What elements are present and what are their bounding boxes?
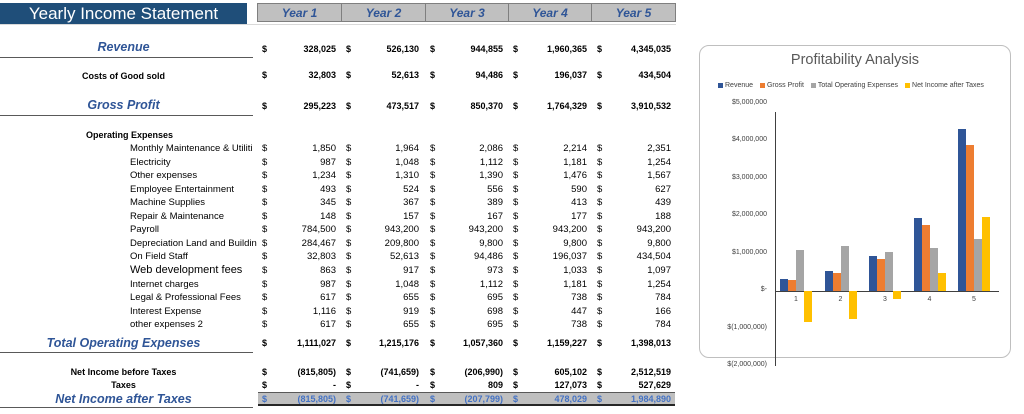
value-cell[interactable]: 973 bbox=[487, 265, 503, 276]
currency-symbol: $ bbox=[262, 197, 268, 208]
value-cell[interactable]: 2,086 bbox=[479, 143, 503, 154]
currency-symbol: $ bbox=[430, 306, 436, 317]
value-cell[interactable]: 784 bbox=[655, 319, 671, 330]
value-cell[interactable]: 1,057,360 bbox=[462, 338, 503, 348]
expense-label: Employee Entertainment bbox=[130, 184, 235, 195]
currency-symbol: $ bbox=[262, 279, 268, 290]
currency-symbol: $ bbox=[513, 184, 519, 195]
currency-symbol: $ bbox=[262, 101, 268, 111]
chart-bar[interactable] bbox=[930, 248, 938, 291]
y-axis-tick: $2,000,000 bbox=[731, 211, 767, 219]
value-cell[interactable]: 1,764,329 bbox=[546, 101, 587, 111]
value-cell[interactable]: 1,850 bbox=[312, 143, 336, 154]
currency-symbol: $ bbox=[346, 367, 352, 377]
y-axis-tick: $4,000,000 bbox=[731, 136, 767, 144]
net-after-tax-underline bbox=[0, 407, 253, 408]
value-cell[interactable]: 2,214 bbox=[563, 143, 587, 154]
chart-legend bbox=[718, 82, 989, 89]
value-cell[interactable]: 32,803 bbox=[306, 251, 336, 262]
currency-symbol: $ bbox=[262, 184, 268, 195]
value-cell[interactable]: 943,200 bbox=[384, 224, 419, 235]
year-header-3: Year 3 bbox=[425, 3, 509, 22]
value-cell[interactable]: 784 bbox=[655, 292, 671, 303]
value-cell[interactable]: 295,223 bbox=[303, 101, 336, 111]
value-cell[interactable]: 94,486 bbox=[473, 251, 503, 262]
currency-symbol: $ bbox=[346, 279, 352, 290]
currency-symbol: $ bbox=[346, 157, 352, 168]
currency-symbol: $ bbox=[262, 367, 268, 377]
chart-bar[interactable] bbox=[914, 218, 922, 291]
value-cell[interactable]: 1,048 bbox=[395, 157, 419, 168]
value-cell[interactable]: 4,345,035 bbox=[630, 44, 671, 54]
currency-symbol: $ bbox=[597, 184, 603, 195]
value-cell[interactable]: 493 bbox=[320, 184, 336, 195]
currency-symbol: $ bbox=[262, 143, 268, 154]
currency-symbol: $ bbox=[597, 394, 603, 404]
value-cell[interactable]: 1,116 bbox=[312, 306, 336, 317]
currency-symbol: $ bbox=[597, 157, 603, 168]
currency-symbol: $ bbox=[513, 70, 519, 80]
value-cell[interactable]: 188 bbox=[655, 211, 671, 222]
value-cell[interactable]: (741,659) bbox=[380, 367, 419, 377]
value-cell[interactable]: 3,910,532 bbox=[630, 101, 671, 111]
currency-symbol: $ bbox=[430, 157, 436, 168]
value-cell[interactable]: 1,254 bbox=[647, 279, 671, 290]
currency-symbol: $ bbox=[597, 70, 603, 80]
currency-symbol: $ bbox=[262, 44, 268, 54]
currency-symbol: $ bbox=[430, 279, 436, 290]
value-cell[interactable]: 9,800 bbox=[479, 238, 503, 249]
value-cell[interactable]: 590 bbox=[571, 184, 587, 195]
currency-symbol: $ bbox=[346, 184, 352, 195]
value-cell[interactable]: 556 bbox=[487, 184, 503, 195]
value-cell[interactable]: 345 bbox=[320, 197, 336, 208]
value-cell[interactable]: 1,111,027 bbox=[296, 338, 336, 348]
y-axis-tick: $(1,000,000) bbox=[727, 323, 767, 331]
currency-symbol: $ bbox=[597, 265, 603, 276]
value-cell[interactable]: 439 bbox=[655, 197, 671, 208]
expense-label: Other expenses bbox=[130, 170, 198, 181]
value-cell[interactable]: 944,855 bbox=[470, 44, 503, 54]
currency-symbol: $ bbox=[430, 292, 436, 303]
value-cell[interactable]: 738 bbox=[571, 292, 587, 303]
currency-symbol: $ bbox=[597, 338, 603, 348]
chart-bar[interactable] bbox=[982, 217, 990, 291]
value-cell[interactable]: 1,159,227 bbox=[546, 338, 587, 348]
value-cell[interactable]: 655 bbox=[403, 319, 419, 330]
currency-symbol: $ bbox=[597, 367, 603, 377]
expense-label: Depreciation Land and Buildin bbox=[130, 238, 257, 249]
currency-symbol: $ bbox=[430, 44, 436, 54]
gross-profit-label: Gross Profit bbox=[87, 98, 160, 112]
currency-symbol: $ bbox=[513, 319, 519, 330]
value-cell[interactable]: 1,112 bbox=[479, 279, 503, 290]
legend-swatch-icon bbox=[760, 83, 765, 88]
currency-symbol: $ bbox=[430, 251, 436, 262]
value-cell[interactable]: 1,984,890 bbox=[630, 394, 671, 404]
currency-symbol: $ bbox=[346, 292, 352, 303]
currency-symbol: $ bbox=[430, 224, 436, 235]
value-cell[interactable]: 1,310 bbox=[395, 170, 419, 181]
currency-symbol: $ bbox=[262, 157, 268, 168]
value-cell[interactable]: 177 bbox=[571, 211, 587, 222]
value-cell[interactable]: 1,567 bbox=[647, 170, 671, 181]
currency-symbol: $ bbox=[597, 292, 603, 303]
net-before-tax-label: Net Income before Taxes bbox=[70, 367, 177, 377]
value-cell[interactable]: 196,037 bbox=[554, 70, 587, 80]
value-cell[interactable]: 527,629 bbox=[638, 380, 671, 390]
currency-symbol: $ bbox=[430, 143, 436, 154]
value-cell[interactable]: 52,613 bbox=[391, 70, 419, 80]
currency-symbol: $ bbox=[262, 211, 268, 222]
currency-symbol: $ bbox=[346, 394, 352, 404]
value-cell[interactable]: 478,029 bbox=[554, 394, 587, 404]
legend-swatch-icon bbox=[718, 83, 723, 88]
value-cell[interactable]: 627 bbox=[655, 184, 671, 195]
value-cell[interactable]: (741,659) bbox=[380, 394, 419, 404]
value-cell[interactable]: 943,200 bbox=[552, 224, 587, 235]
currency-symbol: $ bbox=[513, 143, 519, 154]
value-cell[interactable]: 2,351 bbox=[647, 143, 671, 154]
value-cell[interactable]: 987 bbox=[320, 157, 336, 168]
total-opex-label: Total Operating Expenses bbox=[46, 336, 201, 350]
value-cell[interactable]: 1,234 bbox=[312, 170, 336, 181]
currency-symbol: $ bbox=[513, 170, 519, 181]
expense-label: Electricity bbox=[130, 157, 171, 168]
x-axis-tick: 2 bbox=[838, 296, 843, 304]
currency-symbol: $ bbox=[513, 101, 519, 111]
header-divider bbox=[0, 24, 676, 25]
currency-symbol: $ bbox=[513, 292, 519, 303]
value-cell[interactable]: 328,025 bbox=[303, 44, 336, 54]
value-cell[interactable]: 166 bbox=[655, 306, 671, 317]
currency-symbol: $ bbox=[597, 44, 603, 54]
currency-symbol: $ bbox=[597, 101, 603, 111]
chart-title: Profitability Analysis bbox=[790, 52, 920, 68]
currency-symbol: $ bbox=[262, 170, 268, 181]
currency-symbol: $ bbox=[430, 238, 436, 249]
currency-symbol: $ bbox=[262, 338, 268, 348]
currency-symbol: $ bbox=[262, 251, 268, 262]
currency-symbol: $ bbox=[430, 170, 436, 181]
currency-symbol: $ bbox=[346, 101, 352, 111]
chart-bar[interactable] bbox=[966, 145, 974, 291]
value-cell[interactable]: 617 bbox=[320, 292, 336, 303]
currency-symbol: $ bbox=[346, 338, 352, 348]
chart-bar[interactable] bbox=[833, 273, 841, 291]
value-cell[interactable]: 655 bbox=[403, 292, 419, 303]
currency-symbol: $ bbox=[597, 224, 603, 235]
currency-symbol: $ bbox=[262, 306, 268, 317]
currency-symbol: $ bbox=[597, 380, 603, 390]
currency-symbol: $ bbox=[513, 380, 519, 390]
cogs-label: Costs of Good sold bbox=[82, 71, 165, 81]
currency-symbol: $ bbox=[346, 306, 352, 317]
chart-bar[interactable] bbox=[938, 273, 946, 291]
currency-symbol: $ bbox=[597, 143, 603, 154]
value-cell[interactable]: 917 bbox=[403, 265, 419, 276]
currency-symbol: $ bbox=[513, 338, 519, 348]
value-cell[interactable]: 943,200 bbox=[468, 224, 503, 235]
year-header-2: Year 2 bbox=[341, 3, 426, 22]
value-cell[interactable]: 473,517 bbox=[386, 101, 419, 111]
value-cell[interactable]: (815,805) bbox=[297, 367, 336, 377]
currency-symbol: $ bbox=[262, 319, 268, 330]
taxes-label: Taxes bbox=[111, 380, 136, 390]
currency-symbol: $ bbox=[430, 70, 436, 80]
year-header-1: Year 1 bbox=[257, 3, 342, 22]
value-cell[interactable]: 695 bbox=[487, 292, 503, 303]
value-cell[interactable]: (815,805) bbox=[297, 394, 336, 404]
currency-symbol: $ bbox=[513, 279, 519, 290]
x-axis-tick: 4 bbox=[927, 296, 932, 304]
expense-label: Web development fees bbox=[130, 264, 243, 276]
chart-bar[interactable] bbox=[796, 250, 804, 292]
x-axis-tick: 1 bbox=[794, 296, 798, 304]
currency-symbol: $ bbox=[430, 265, 436, 276]
value-cell[interactable]: 1,476 bbox=[563, 170, 587, 181]
value-cell[interactable]: 209,800 bbox=[384, 238, 419, 249]
value-cell[interactable]: 605,102 bbox=[554, 367, 587, 377]
y-axis-tick: $- bbox=[760, 286, 767, 294]
currency-symbol: $ bbox=[262, 70, 268, 80]
currency-symbol: $ bbox=[597, 279, 603, 290]
expense-label: On Field Staff bbox=[130, 251, 188, 262]
currency-symbol: $ bbox=[513, 306, 519, 317]
currency-symbol: $ bbox=[262, 394, 268, 404]
value-cell[interactable]: 1,181 bbox=[563, 157, 587, 168]
value-cell[interactable]: 447 bbox=[571, 306, 587, 317]
currency-symbol: $ bbox=[430, 319, 436, 330]
chart-bar[interactable] bbox=[780, 279, 788, 291]
currency-symbol: $ bbox=[346, 211, 352, 222]
chart-bar[interactable] bbox=[958, 129, 966, 292]
value-cell[interactable]: 1,215,176 bbox=[378, 338, 419, 348]
currency-symbol: $ bbox=[513, 394, 519, 404]
currency-symbol: $ bbox=[430, 101, 436, 111]
currency-symbol: $ bbox=[597, 197, 603, 208]
currency-symbol: $ bbox=[430, 380, 436, 390]
value-cell[interactable]: 167 bbox=[487, 211, 503, 222]
value-cell[interactable]: 695 bbox=[487, 319, 503, 330]
value-cell[interactable]: 526,130 bbox=[386, 44, 419, 54]
value-cell[interactable]: 1,033 bbox=[563, 265, 587, 276]
currency-symbol: $ bbox=[262, 380, 268, 390]
value-cell[interactable]: 1,964 bbox=[395, 143, 419, 154]
currency-symbol: $ bbox=[346, 70, 352, 80]
value-cell[interactable]: 157 bbox=[403, 211, 419, 222]
value-cell[interactable]: 617 bbox=[320, 319, 336, 330]
value-cell[interactable]: 367 bbox=[403, 197, 419, 208]
expense-label: Payroll bbox=[130, 224, 160, 235]
value-cell[interactable]: 919 bbox=[403, 306, 419, 317]
currency-symbol: $ bbox=[262, 265, 268, 276]
legend-swatch-icon bbox=[811, 83, 816, 88]
chart-bar[interactable] bbox=[869, 256, 877, 291]
chart-y-axis bbox=[775, 112, 776, 366]
currency-symbol: $ bbox=[346, 197, 352, 208]
currency-symbol: $ bbox=[346, 251, 352, 262]
value-cell[interactable]: 1,112 bbox=[479, 157, 503, 168]
y-axis-tick: $(2,000,000) bbox=[727, 361, 767, 368]
value-cell[interactable]: 94,486 bbox=[475, 70, 503, 80]
value-cell[interactable]: 784,500 bbox=[301, 224, 336, 235]
currency-symbol: $ bbox=[597, 170, 603, 181]
value-cell[interactable]: 52,613 bbox=[389, 251, 419, 262]
expense-label: Monthly Maintenance & Utiliti bbox=[130, 143, 253, 154]
currency-symbol: $ bbox=[513, 224, 519, 235]
x-axis-tick: 5 bbox=[972, 296, 976, 304]
year-header-5: Year 5 bbox=[591, 3, 676, 22]
y-axis-tick: $1,000,000 bbox=[731, 248, 767, 256]
value-cell[interactable]: 1,097 bbox=[647, 265, 671, 276]
value-cell[interactable]: 1,254 bbox=[647, 157, 671, 168]
value-cell[interactable]: 389 bbox=[487, 197, 503, 208]
expense-label: Interest Expense bbox=[130, 306, 202, 317]
year-header-4: Year 4 bbox=[508, 3, 592, 22]
currency-symbol: $ bbox=[597, 306, 603, 317]
value-cell[interactable]: 1,048 bbox=[395, 279, 419, 290]
value-cell[interactable]: 284,467 bbox=[301, 238, 336, 249]
value-cell[interactable]: 2,512,519 bbox=[630, 367, 671, 377]
statement-title: Yearly Income Statement bbox=[0, 3, 247, 24]
currency-symbol: $ bbox=[597, 251, 603, 262]
chart-bar[interactable] bbox=[922, 225, 930, 291]
value-cell[interactable]: 1,181 bbox=[563, 279, 587, 290]
currency-symbol: $ bbox=[346, 44, 352, 54]
value-cell[interactable]: 524 bbox=[403, 184, 419, 195]
value-cell[interactable]: 9,800 bbox=[647, 238, 671, 249]
gross-profit-underline bbox=[0, 115, 253, 116]
y-axis-tick: $3,000,000 bbox=[731, 173, 767, 181]
value-cell[interactable]: 9,800 bbox=[563, 238, 587, 249]
currency-symbol: $ bbox=[346, 143, 352, 154]
value-cell[interactable]: - bbox=[416, 380, 419, 390]
value-cell[interactable]: 148 bbox=[320, 211, 336, 222]
currency-symbol: $ bbox=[262, 238, 268, 249]
legend-total-opex: Total Operating Expenses bbox=[811, 82, 898, 89]
currency-symbol: $ bbox=[430, 184, 436, 195]
currency-symbol: $ bbox=[346, 170, 352, 181]
currency-symbol: $ bbox=[262, 292, 268, 303]
value-cell[interactable]: (207,799) bbox=[464, 394, 503, 404]
currency-symbol: $ bbox=[430, 367, 436, 377]
currency-symbol: $ bbox=[597, 238, 603, 249]
x-axis-tick: 3 bbox=[883, 296, 887, 304]
value-cell[interactable]: 987 bbox=[320, 279, 336, 290]
net-after-tax-label: Net Income after Taxes bbox=[55, 392, 192, 406]
value-cell[interactable]: 127,073 bbox=[554, 380, 587, 390]
value-cell[interactable]: 698 bbox=[487, 306, 503, 317]
legend-swatch-icon bbox=[905, 83, 910, 88]
value-cell[interactable]: 434,504 bbox=[636, 251, 671, 262]
value-cell[interactable]: - bbox=[333, 380, 336, 390]
currency-symbol: $ bbox=[346, 238, 352, 249]
currency-symbol: $ bbox=[513, 251, 519, 262]
chart-bar[interactable] bbox=[877, 259, 885, 291]
chart-bar[interactable] bbox=[788, 280, 796, 291]
legend-revenue: Revenue bbox=[718, 82, 753, 89]
revenue-underline bbox=[0, 57, 253, 58]
chart-bar[interactable] bbox=[974, 239, 982, 291]
value-cell[interactable]: 1,960,365 bbox=[546, 44, 587, 54]
value-cell[interactable]: 1,398,013 bbox=[630, 338, 671, 348]
value-cell[interactable]: 434,504 bbox=[638, 70, 671, 80]
currency-symbol: $ bbox=[513, 44, 519, 54]
value-cell[interactable]: 943,200 bbox=[636, 224, 671, 235]
expense-label: Legal & Professional Fees bbox=[130, 292, 241, 303]
value-cell[interactable]: 32,803 bbox=[308, 70, 336, 80]
currency-symbol: $ bbox=[513, 157, 519, 168]
expense-label: Repair & Maintenance bbox=[130, 211, 224, 222]
currency-symbol: $ bbox=[430, 211, 436, 222]
currency-symbol: $ bbox=[262, 224, 268, 235]
currency-symbol: $ bbox=[346, 224, 352, 235]
y-axis-tick: $5,000,000 bbox=[731, 99, 767, 106]
value-cell[interactable]: 738 bbox=[571, 319, 587, 330]
value-cell[interactable]: 863 bbox=[320, 265, 336, 276]
revenue-label: Revenue bbox=[97, 40, 150, 54]
expense-label: Machine Supplies bbox=[130, 197, 205, 208]
value-cell[interactable]: 1,390 bbox=[479, 170, 503, 181]
legend-gross-profit: Gross Profit bbox=[760, 82, 804, 89]
currency-symbol: $ bbox=[597, 211, 603, 222]
currency-symbol: $ bbox=[430, 197, 436, 208]
value-cell[interactable]: 850,370 bbox=[470, 101, 503, 111]
total-opex-underline bbox=[0, 352, 253, 353]
currency-symbol: $ bbox=[513, 211, 519, 222]
value-cell[interactable]: 413 bbox=[571, 197, 587, 208]
chart-bar[interactable] bbox=[841, 246, 849, 291]
currency-symbol: $ bbox=[346, 265, 352, 276]
currency-symbol: $ bbox=[513, 238, 519, 249]
chart-bar[interactable] bbox=[825, 271, 833, 291]
operating-expenses-header: Operating Expenses bbox=[86, 130, 174, 140]
currency-symbol: $ bbox=[513, 367, 519, 377]
value-cell[interactable]: 809 bbox=[487, 380, 503, 390]
legend-net-income: Net Income after Taxes bbox=[905, 82, 984, 89]
value-cell[interactable]: 196,037 bbox=[552, 251, 587, 262]
currency-symbol: $ bbox=[513, 265, 519, 276]
currency-symbol: $ bbox=[430, 394, 436, 404]
chart-bar[interactable] bbox=[885, 252, 893, 292]
currency-symbol: $ bbox=[597, 319, 603, 330]
currency-symbol: $ bbox=[430, 338, 436, 348]
value-cell[interactable]: (206,990) bbox=[464, 367, 503, 377]
expense-label: Internet charges bbox=[130, 279, 199, 290]
currency-symbol: $ bbox=[346, 319, 352, 330]
currency-symbol: $ bbox=[513, 197, 519, 208]
expense-label: other expenses 2 bbox=[130, 319, 203, 330]
currency-symbol: $ bbox=[346, 380, 352, 390]
